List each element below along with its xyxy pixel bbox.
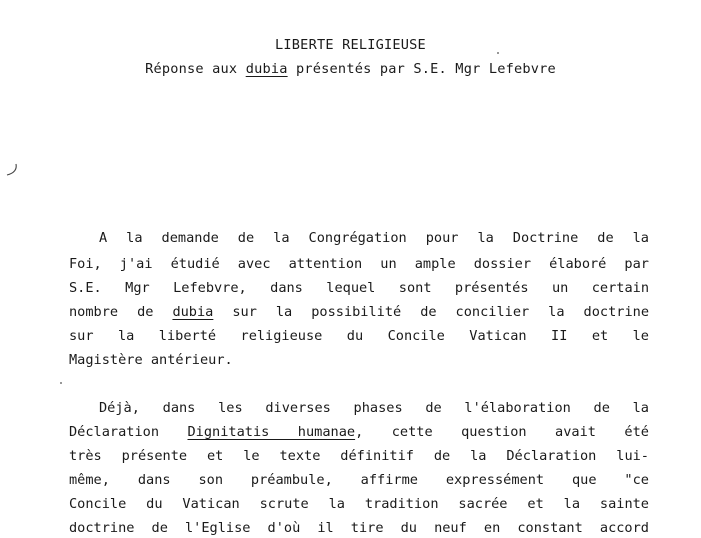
dignitatis-humanae-underlined: Dignitatis humanae [187,424,356,440]
paragraph-2-line-5: Concile du Vatican scrute la tradition sacrée et la sainte [69,496,649,512]
paragraph-2-line-6: doctrine de l'Eglise d'où il tire du neuf en constant accord [69,520,649,536]
paragraph-1-line-3: S.E. Mgr Lefebvre, dans lequel sont présentés un certain [69,280,649,296]
paragraph-1-line-1: A la demande de la Congrégation pour la Doctrine de la [99,230,649,246]
paragraph-1-line-5: sur la liberté religieuse du Concile Vatican II et le [69,328,649,344]
subtitle-suffix: présentés par S.E. Mgr Lefebvre [287,61,556,77]
paragraph-2-line-4: même, dans son préambule, affirme expressément que "ce [69,472,649,488]
margin-pen-mark [5,163,19,177]
paragraph-2-line-1: Déjà, dans les diverses phases de l'élaboration de la [99,400,649,416]
subtitle-prefix: Réponse aux [145,61,246,77]
title-text: LIBERTE RELIGIEUSE [275,37,426,53]
paragraph-1-line-4 [69,304,649,320]
document-title [0,37,701,53]
line-segment: Déclaration [69,424,188,440]
scan-speck [497,52,499,54]
subtitle-dubia-underlined: dubia [245,61,288,77]
paragraph-2-line-2 [69,424,649,440]
line-segment: sur la possibilité de concilier la doctrine [213,304,650,320]
paragraph-2-line-3: très présente et le texte définitif de la Déclaration lui- [69,448,649,464]
paragraph-1-line-2: Foi, j'ai étudié avec attention un ample dossier élaboré par [69,256,649,272]
paragraph-1-line-6: Magistère antérieur. [69,352,233,368]
scan-speck [60,382,62,384]
line-segment: nombre de [69,304,173,320]
document-subtitle [0,61,701,77]
dubia-underlined: dubia [172,304,214,320]
line-segment: , cette question avait été [355,424,649,440]
